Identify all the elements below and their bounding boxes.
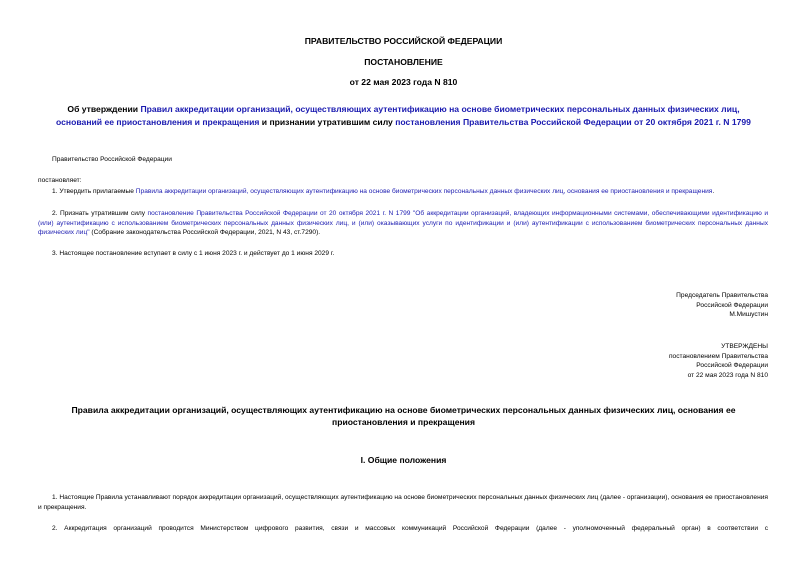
rules-title-line-2: приостановления и прекращения: [332, 417, 475, 427]
section-heading: I. Общие положения: [360, 455, 447, 465]
paragraph-3: 3. Настоящее постановление вступает в силу с 1 июня 2023 г. и действует до 1 июня 2029 г.: [52, 250, 335, 257]
p1-end: .: [712, 188, 715, 195]
document-date: от 22 мая 2023 года N 810: [349, 77, 458, 87]
rules-link[interactable]: Правил аккредитации организаций, осуществляющих аутентификацию на основе биометрических персональных данных физических лиц,: [140, 104, 740, 114]
rules-link-continued[interactable]: оснований ее приостановления и прекращения: [56, 117, 260, 127]
approval-date: от 22 мая 2023 года N 810: [687, 371, 768, 379]
rules-title-line-1: Правила аккредитации организаций, осуществляющих аутентификацию на основе биометрических персональных данных физических лиц, основания ее: [71, 405, 736, 415]
paragraph-1: [52, 187, 768, 197]
signature-org: Российской Федерации: [696, 301, 768, 309]
decides-text: постановляет:: [38, 177, 82, 184]
approval-block: [500, 342, 768, 380]
p1-start: 1. Утвердить прилагаемые: [52, 188, 136, 195]
p2-end: (Собрание законодательства Российской Федерации, 2021, N 43, ст.7290).: [89, 229, 321, 237]
document-title-line-1: [0, 103, 807, 115]
approval-heading: УТВЕРЖДЕНЫ: [721, 343, 768, 350]
title-prefix: Об утверждении: [67, 104, 141, 114]
signature-block: [500, 291, 768, 320]
approval-line-3: Российской Федерации: [696, 362, 768, 370]
p1-rules-link[interactable]: Правила аккредитации организаций, осуществляющих аутентификацию на основе биометрических персональных данных физических лиц, основания ее приостановления и прекращения: [135, 188, 713, 195]
p2-start: 2. Признать утратившим силу: [52, 210, 148, 217]
rules-paragraph-1: 1. Настоящие Правила устанавливают порядок аккредитации организаций, осуществляющих аутентификацию на основе биометрических персональных данных физических лиц (далее - организации), основания ее приостановления и прекращения.: [38, 494, 768, 511]
p2-resolution-link[interactable]: постановление Правительства Российской Федерации от 20 октября 2021 г. N 1799 "Об аккредитации организаций, владеющих информационными системами, обеспечивающими идентификацию и (или) аутентификацию с использованием биометрических персональных данных физических лиц, и (или) оказывающих услуги по идентификации и (или) аутентификации с использованием биометрических персональных данных физических лиц": [38, 210, 768, 237]
rules-paragraph-2: 2. Аккредитация организаций проводится Министерством цифрового развития, связи и массовых коммуникаций Российской Федерации (далее - уполномоченный федеральный орган) в соответствии с: [52, 525, 768, 532]
resolution-1799-link[interactable]: постановления Правительства Российской Федерации от 20 октября 2021 г. N 1799: [395, 117, 751, 127]
approval-line-2: постановлением Правительства: [668, 352, 768, 360]
signature-name: М.Мишустин: [729, 311, 768, 319]
title-middle: и признании утратившим силу: [259, 117, 396, 127]
paragraph-2: [38, 209, 768, 238]
document-title-line-2: [0, 116, 807, 128]
intro-text: Правительство Российской Федерации: [52, 156, 172, 163]
government-name: ПРАВИТЕЛЬСТВО РОССИЙСКОЙ ФЕДЕРАЦИИ: [304, 36, 503, 46]
document-type: ПОСТАНОВЛЕНИЕ: [364, 57, 443, 67]
signature-position: Председатель Правительства: [676, 292, 768, 299]
